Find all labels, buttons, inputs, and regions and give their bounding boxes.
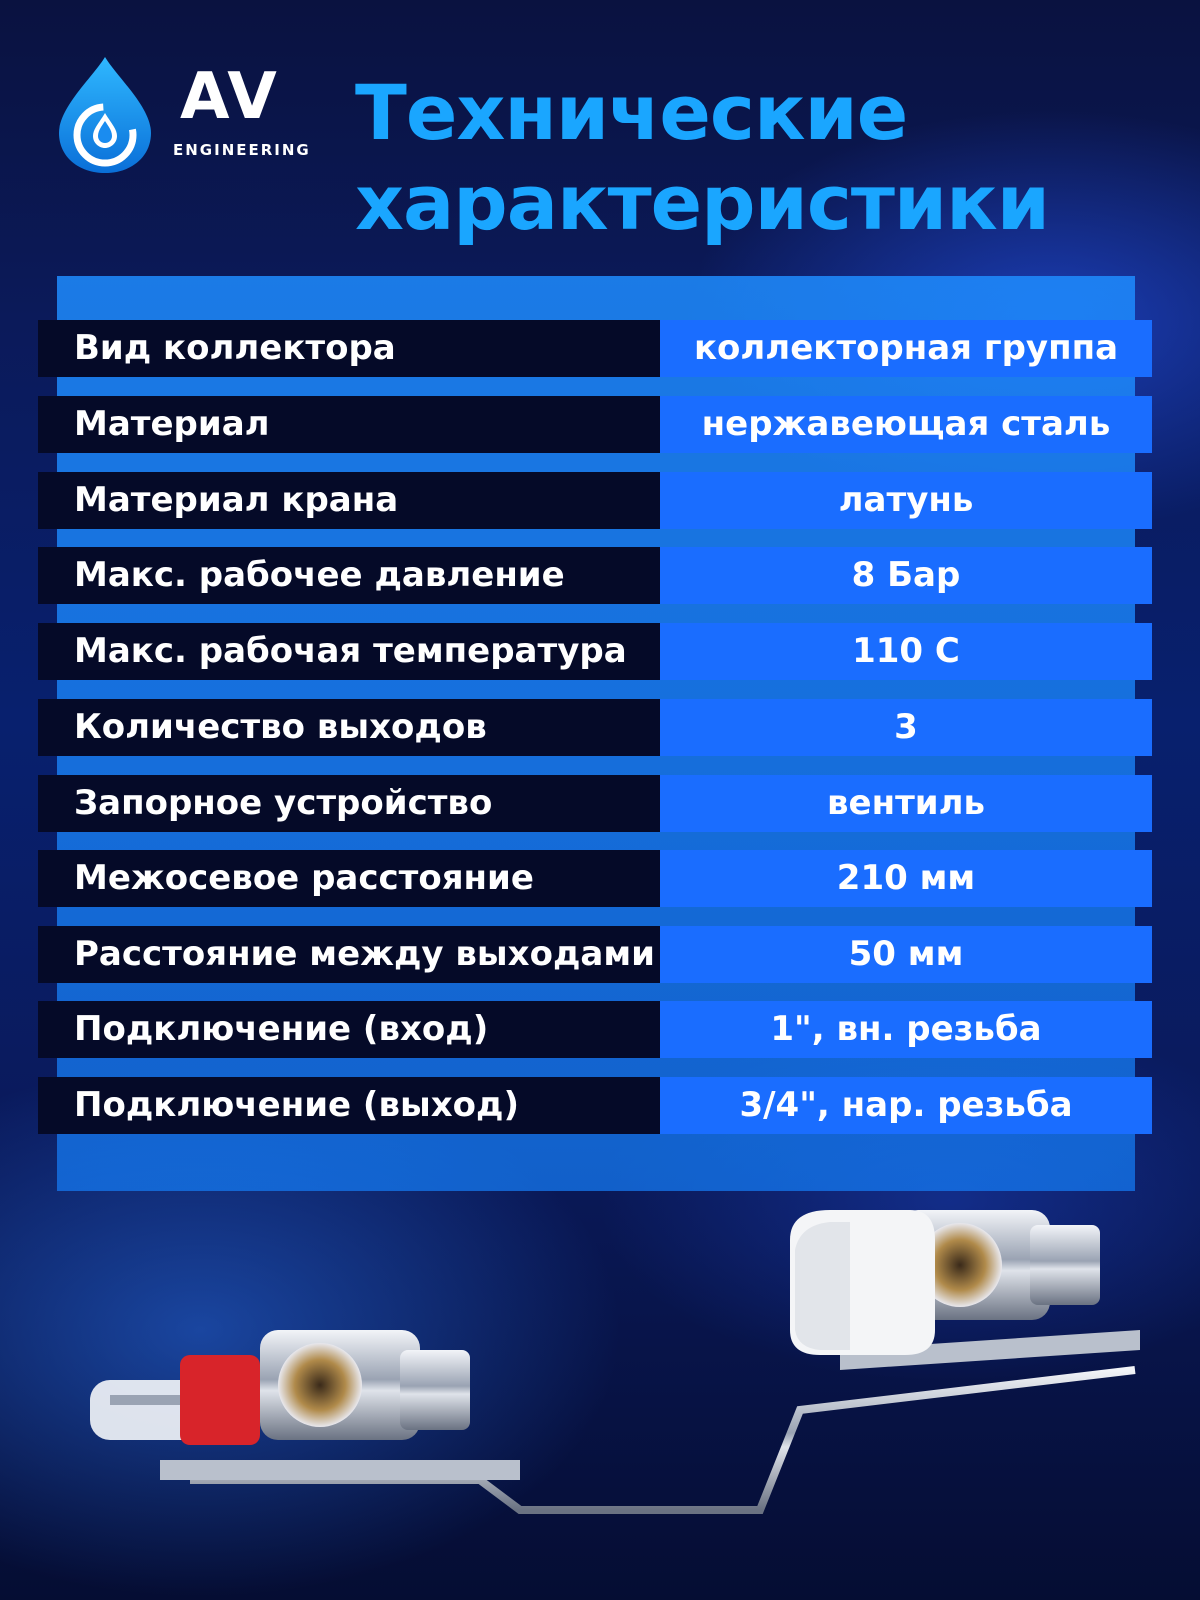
brand-subtitle: ENGINEERING bbox=[173, 141, 311, 159]
spec-row bbox=[38, 320, 1152, 377]
spec-label: Макс. рабочее давление bbox=[38, 547, 660, 604]
spec-row bbox=[38, 547, 1152, 604]
spec-value: 3/4", нар. резьба bbox=[660, 1077, 1152, 1134]
spec-label: Материал крана bbox=[38, 472, 660, 529]
spec-row bbox=[38, 1001, 1152, 1058]
manifold-product-image bbox=[0, 1180, 1200, 1600]
spec-label: Подключение (выход) bbox=[38, 1077, 660, 1134]
spec-row bbox=[38, 850, 1152, 907]
spec-value: нержавеющая сталь bbox=[660, 396, 1152, 453]
spec-row bbox=[38, 775, 1152, 832]
brand-logo bbox=[55, 55, 311, 175]
spec-value: 8 Бар bbox=[660, 547, 1152, 604]
spec-row bbox=[38, 926, 1152, 983]
spec-label: Макс. рабочая температура bbox=[38, 623, 660, 680]
spec-label: Расстояние между выходами bbox=[38, 926, 660, 983]
spec-label: Материал bbox=[38, 396, 660, 453]
spec-value: вентиль bbox=[660, 775, 1152, 832]
spec-label: Межосевое расстояние bbox=[38, 850, 660, 907]
spec-value: латунь bbox=[660, 472, 1152, 529]
spec-value: 50 мм bbox=[660, 926, 1152, 983]
spec-row bbox=[38, 472, 1152, 529]
spec-value: 110 С bbox=[660, 623, 1152, 680]
spec-row bbox=[38, 699, 1152, 756]
spec-value: 210 мм bbox=[660, 850, 1152, 907]
page-title-line-2: характеристики bbox=[355, 158, 1050, 247]
header bbox=[0, 0, 1200, 270]
page-title-line-1: Технические bbox=[355, 68, 908, 157]
spec-row bbox=[38, 396, 1152, 453]
brand-name: AV bbox=[180, 60, 279, 134]
spec-label: Запорное устройство bbox=[38, 775, 660, 832]
spec-label: Подключение (вход) bbox=[38, 1001, 660, 1058]
spec-row bbox=[38, 623, 1152, 680]
page-title bbox=[355, 68, 1049, 248]
spec-value: 1", вн. резьба bbox=[660, 1001, 1152, 1058]
spec-value: 3 bbox=[660, 699, 1152, 756]
spec-row bbox=[38, 1077, 1152, 1134]
spec-value: коллекторная группа bbox=[660, 320, 1152, 377]
spec-label: Количество выходов bbox=[38, 699, 660, 756]
water-drop-icon bbox=[55, 55, 155, 175]
spec-label: Вид коллектора bbox=[38, 320, 660, 377]
